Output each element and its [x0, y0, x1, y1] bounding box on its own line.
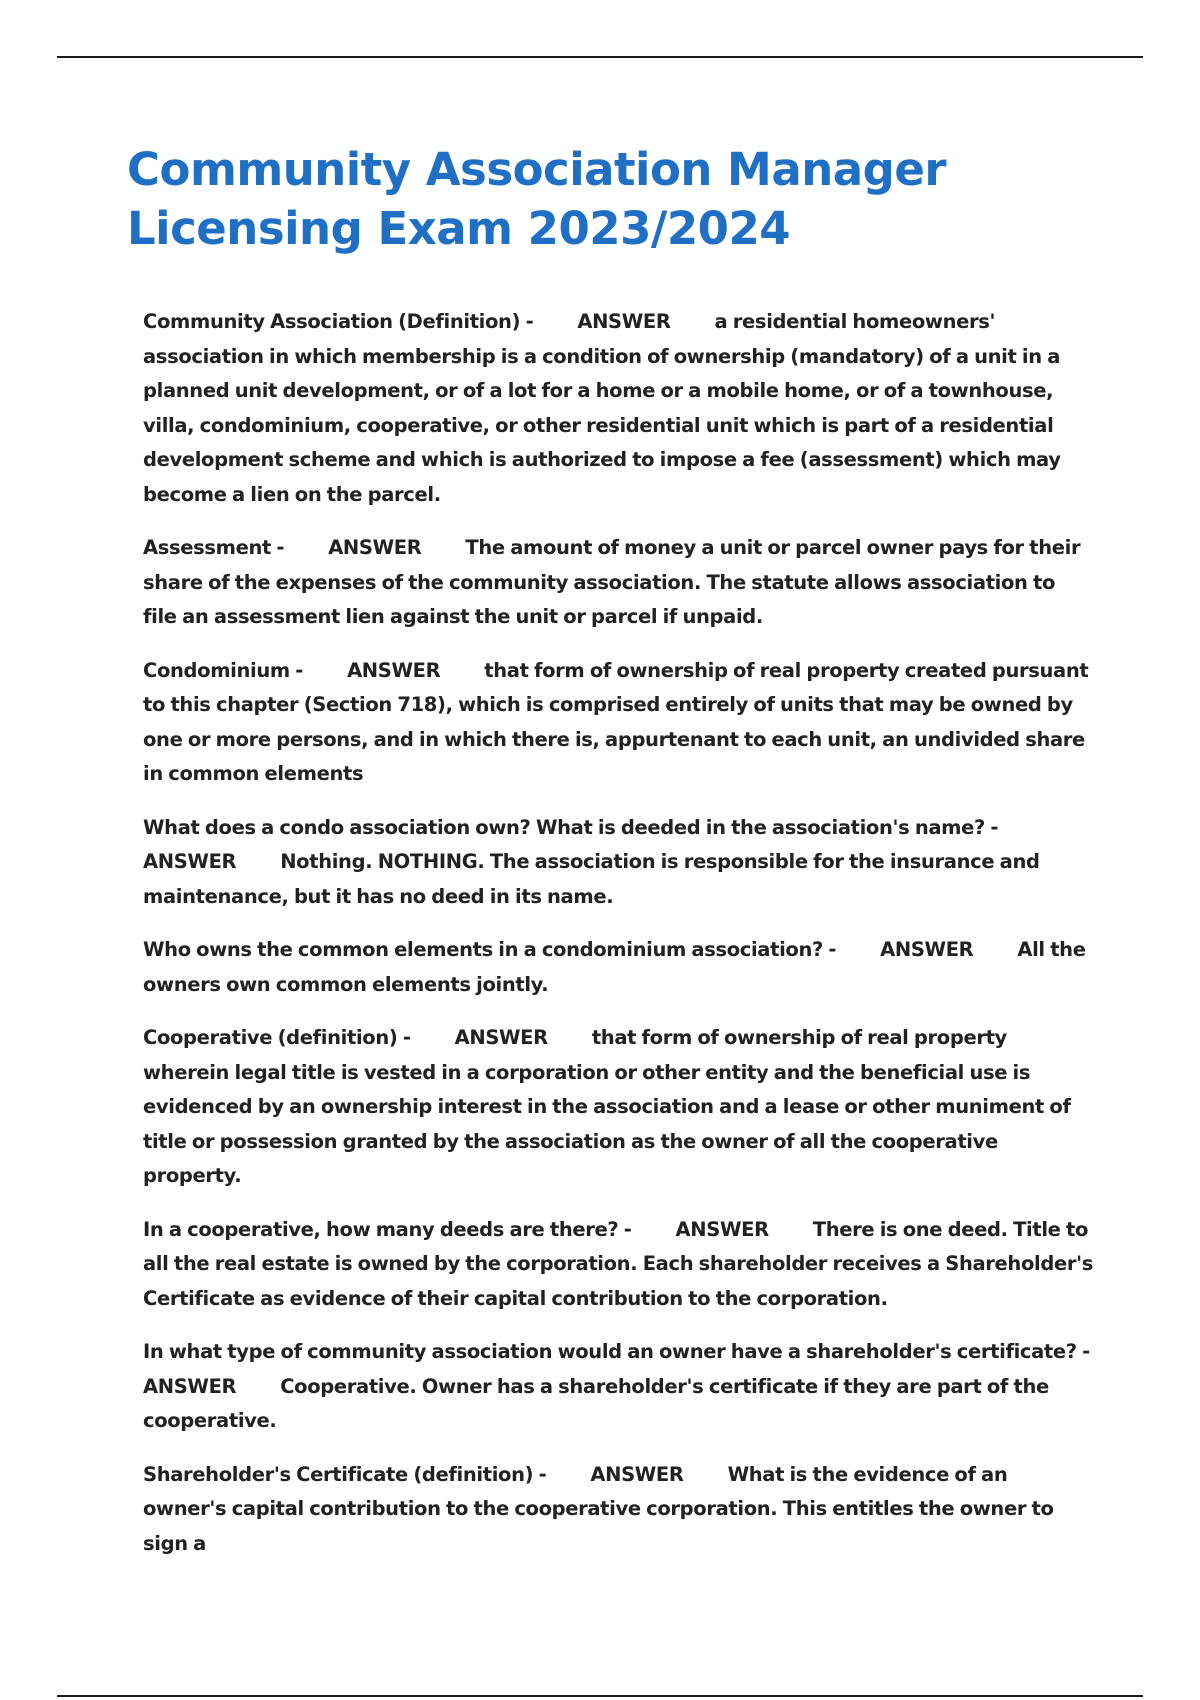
qa-entry: [143, 1021, 1093, 1194]
answer-label: ANSWER: [577, 310, 671, 333]
answer-text: a residential homeowners' association in which membership is a condition of ownership (mandatory) of a unit in a planned unit development, or of a lot for a home or a mobile home, or of a townhouse, villa, condominium, cooperative, or other residential unit which is part of a residential development scheme and which is authorized to impose a fee (assessment) which may become a lien on the parcel.: [143, 310, 1061, 506]
qa-entry: [143, 1458, 1093, 1562]
answer-text: There is one deed. Title to all the real estate is owned by the corporation. Each shareholder receives a Shareholder's Certificate as evidence of their capital contribution to the corporation.: [143, 1217, 1093, 1310]
bottom-divider: [57, 1695, 1143, 1697]
top-divider: [57, 56, 1143, 58]
answer-label: ANSWER: [143, 850, 237, 873]
question-text: Condominium -: [143, 658, 304, 682]
question-text: Who owns the common elements in a condominium association? -: [143, 938, 837, 961]
qa-entry: [143, 1335, 1093, 1439]
answer-label: ANSWER: [880, 938, 974, 961]
answer-text: Nothing. NOTHING. The association is responsible for the insurance and maintenance, but it has no deed in its name.: [143, 850, 1040, 908]
answer-text: All the owners own common elements jointly.: [143, 938, 1086, 996]
question-text: Shareholder's Certificate (definition) -: [143, 1462, 547, 1486]
answer-text: Cooperative. Owner has a shareholder's certificate if they are part of the cooperative.: [143, 1374, 1049, 1432]
qa-entry: [143, 531, 1093, 635]
answer-label: ANSWER: [675, 1217, 769, 1241]
question-text: Assessment -: [143, 536, 285, 559]
document-title: Community Association Manager Licensing Exam 2023/2024: [127, 143, 947, 255]
question-text: In what type of community association would an owner have a shareholder's certificate? -: [143, 1340, 1090, 1363]
qa-entry: [143, 305, 1093, 512]
qa-list: [143, 305, 1093, 1580]
question-text: Community Association (Definition) -: [143, 310, 534, 333]
answer-label: ANSWER: [143, 1374, 237, 1398]
qa-entry: [143, 811, 1093, 915]
question-text: What does a condo association own? What is deeded in the association's name? -: [143, 815, 999, 839]
answer-label: ANSWER: [454, 1026, 548, 1049]
qa-entry: [143, 933, 1093, 1002]
answer-label: ANSWER: [347, 658, 441, 682]
answer-text: What is the evidence of an owner's capital contribution to the cooperative corporation. This entitles the owner to sign a: [143, 1462, 1054, 1555]
answer-text: that form of ownership of real property created pursuant to this chapter (Section 718), which is comprised entirely of units that may be owned by one or more persons, and in which there is, appurtenant to each unit, an undivided share in common elements: [143, 658, 1089, 785]
answer-label: ANSWER: [328, 536, 422, 559]
question-text: Cooperative (definition) -: [143, 1026, 411, 1049]
qa-entry: [143, 654, 1093, 792]
answer-label: ANSWER: [590, 1462, 684, 1486]
answer-text: that form of ownership of real property wherein legal title is vested in a corporation or other entity and the beneficial use is evidenced by an ownership interest in the association and a lease or other muniment of title or possession granted by the association as the owner of all the cooperative property.: [143, 1026, 1071, 1187]
qa-entry: [143, 1213, 1093, 1317]
question-text: In a cooperative, how many deeds are there? -: [143, 1217, 632, 1241]
answer-text: The amount of money a unit or parcel owner pays for their share of the expenses of the community association. The statute allows association to file an assessment lien against the unit or parcel if unpaid.: [143, 536, 1081, 628]
